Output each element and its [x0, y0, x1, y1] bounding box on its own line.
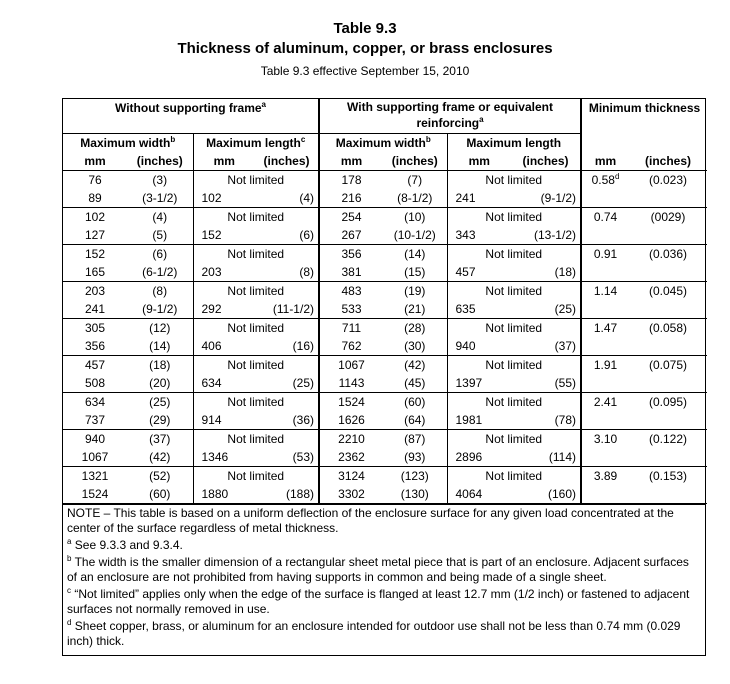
cell-length-not-limited: Not limited	[193, 282, 319, 301]
cell-length-not-limited: Not limited	[447, 282, 581, 301]
cell-width-inches: (130)	[383, 485, 447, 504]
header-max-length: Maximum length$^c$	[193, 134, 319, 153]
cell-length-not-limited: Not limited	[447, 245, 581, 264]
cell-width-mm: 2210	[319, 430, 383, 449]
cell-length-inches: (18)	[511, 263, 581, 282]
cell-length-mm: 1981	[447, 411, 511, 430]
cell-width-mm: 1524	[63, 485, 127, 504]
header-row-groups	[63, 99, 707, 134]
cell-length-not-limited: Not limited	[193, 245, 319, 264]
cell-width-mm: 254	[319, 208, 383, 227]
table-title: Thickness of aluminum, copper, or brass enclosures	[177, 40, 553, 57]
cell-length-mm: 102	[193, 189, 255, 208]
cell-width-inches: (14)	[127, 337, 193, 356]
cell-width-mm: 1321	[81, 469, 109, 483]
cell-thickness-mm: 0.74	[581, 208, 629, 245]
cell-width-mm: 356	[319, 245, 383, 264]
unit-mm: mm	[193, 152, 255, 171]
cell-length-mm: 914	[193, 411, 255, 430]
cell-width-inches: (42)	[127, 448, 193, 467]
cell-thickness-mm: 0.91	[581, 245, 629, 282]
cell-length-inches: (36)	[255, 411, 319, 430]
cell-length-mm: 457	[447, 263, 511, 282]
table-row	[63, 282, 707, 301]
cell-width-inches: (60)	[404, 395, 426, 409]
cell-thickness-mm: 3.10	[581, 430, 629, 467]
cell-length-not-limited: Not limited	[193, 208, 319, 227]
cell-width-mm: 3124	[319, 467, 383, 486]
cell-length-inches: (55)	[511, 374, 581, 393]
cell-length-not-limited: Not limited	[193, 319, 319, 338]
table-row	[63, 467, 707, 486]
cell-width-inches: (20)	[127, 374, 193, 393]
cell-thickness-inches: (0.153)	[629, 467, 707, 504]
cell-width-inches: (18)	[149, 358, 171, 372]
cell-width-mm: 76	[88, 173, 102, 187]
unit-inches: (inches)	[127, 152, 193, 171]
cell-width-mm: 533	[319, 300, 383, 319]
table-number: Table 9.3	[333, 20, 397, 37]
cell-width-mm: 1067	[63, 448, 127, 467]
cell-length-mm: 292	[193, 300, 255, 319]
cell-length-inches: (25)	[511, 300, 581, 319]
cell-length-mm: 406	[193, 337, 255, 356]
cell-width-mm: 89	[63, 189, 127, 208]
cell-width-mm: 762	[319, 337, 383, 356]
cell-width-inches: (60)	[127, 485, 193, 504]
effective-date-note: Table 9.3 effective September 15, 2010	[260, 64, 470, 78]
cell-thickness-inches: (0.095)	[629, 393, 707, 430]
footnote-a: $^a$ See 9.3.3 and 9.3.4.	[67, 537, 183, 552]
cell-width-mm: 356	[63, 337, 127, 356]
cell-length-inches: (11-1/2)	[255, 300, 319, 319]
cell-length-mm: 152	[193, 226, 255, 245]
cell-width-mm: 483	[319, 282, 383, 301]
cell-length-inches: (25)	[255, 374, 319, 393]
cell-length-not-limited: Not limited	[447, 171, 581, 190]
cell-length-inches: (37)	[511, 337, 581, 356]
cell-length-not-limited: Not limited	[447, 319, 581, 338]
cell-length-not-limited: Not limited	[193, 356, 319, 375]
cell-width-inches: (3-1/2)	[127, 189, 193, 208]
cell-width-inches: (5)	[127, 226, 193, 245]
unit-mm: mm	[63, 152, 127, 171]
cell-length-not-limited: Not limited	[193, 393, 319, 412]
cell-length-inches: (53)	[255, 448, 319, 467]
cell-length-mm: 1880	[193, 485, 255, 504]
cell-length-not-limited: Not limited	[447, 356, 581, 375]
unit-inches: (inches)	[511, 152, 581, 171]
header-without-frame: Without supporting frame$^a$	[63, 99, 319, 134]
table-row	[63, 319, 707, 338]
cell-width-mm: 634	[84, 395, 106, 409]
cell-length-not-limited: Not limited	[447, 208, 581, 227]
header-max-length-2: Maximum length	[447, 134, 581, 153]
cell-thickness-inches: (0.036)	[629, 245, 707, 282]
cell-width-mm: 102	[84, 210, 106, 224]
table-notes	[63, 504, 705, 655]
table-row	[63, 356, 707, 375]
table-row	[63, 208, 707, 227]
unit-mm: mm	[581, 152, 629, 171]
cell-thickness-inches: (0.023)	[629, 171, 707, 208]
cell-width-inches: (30)	[383, 337, 447, 356]
cell-thickness-mm: 0.58$^d$	[581, 171, 629, 208]
cell-width-inches: (8-1/2)	[383, 189, 447, 208]
cell-length-mm: 4064	[447, 485, 511, 504]
cell-width-mm: 1626	[319, 411, 383, 430]
cell-width-inches: (14)	[404, 247, 426, 261]
cell-length-inches: (9-1/2)	[511, 189, 581, 208]
cell-width-inches: (6)	[152, 247, 168, 261]
cell-width-inches: (8)	[152, 284, 168, 298]
cell-length-mm: 1397	[447, 374, 511, 393]
unit-mm: mm	[447, 152, 511, 171]
cell-width-mm: 508	[63, 374, 127, 393]
cell-width-inches: (87)	[404, 432, 426, 446]
cell-width-inches: (123)	[400, 469, 429, 483]
cell-length-mm: 1346	[193, 448, 255, 467]
cell-length-not-limited: Not limited	[447, 430, 581, 449]
cell-length-mm: 635	[447, 300, 511, 319]
cell-width-inches: (52)	[149, 469, 171, 483]
cell-length-not-limited: Not limited	[193, 430, 319, 449]
cell-width-inches: (19)	[404, 284, 426, 298]
header-row-units	[63, 152, 707, 171]
cell-width-inches: (93)	[383, 448, 447, 467]
table-body	[63, 99, 707, 504]
cell-thickness-mm: 1.47	[581, 319, 629, 356]
thickness-table	[62, 98, 706, 656]
cell-length-inches: (78)	[511, 411, 581, 430]
cell-width-mm: 127	[63, 226, 127, 245]
footnote-d: $^d$ Sheet copper, brass, or aluminum for an enclosure intended for outdoor use shall not be less than 0.74 mm (0.029 inch) thick.	[67, 618, 681, 648]
cell-width-inches: (10-1/2)	[383, 226, 447, 245]
cell-length-inches: (188)	[255, 485, 319, 504]
footnote-c: $^c$ “Not limited” applies only when the edge of the surface is flanged at least 12.7 mm (1/2 inch) or fastened to adjacent surfaces not normally removed in use.	[67, 586, 690, 616]
cell-length-inches: (8)	[255, 263, 319, 282]
header-max-width: Maximum width$^b$	[80, 135, 176, 150]
cell-width-mm: 940	[84, 432, 106, 446]
table-row	[63, 430, 707, 449]
table-row	[63, 393, 707, 412]
cell-width-mm: 305	[84, 321, 106, 335]
cell-width-mm: 1067	[319, 356, 383, 375]
cell-width-mm: 241	[63, 300, 127, 319]
cell-width-inches: (37)	[149, 432, 171, 446]
cell-thickness-inches: (0029)	[629, 208, 707, 245]
cell-width-inches: (15)	[383, 263, 447, 282]
unit-inches: (inches)	[383, 152, 447, 171]
cell-width-inches: (45)	[383, 374, 447, 393]
cell-width-inches: (3)	[152, 173, 168, 187]
cell-length-not-limited: Not limited	[447, 393, 581, 412]
cell-width-mm: 1524	[319, 393, 383, 412]
cell-length-inches: (4)	[255, 189, 319, 208]
cell-length-not-limited: Not limited	[447, 467, 581, 486]
cell-length-inches: (6)	[255, 226, 319, 245]
cell-width-inches: (29)	[127, 411, 193, 430]
cell-length-mm: 343	[447, 226, 511, 245]
unit-inches: (inches)	[629, 152, 707, 171]
cell-width-mm: 381	[319, 263, 383, 282]
cell-width-mm: 737	[63, 411, 127, 430]
cell-width-mm: 267	[319, 226, 383, 245]
data-table	[63, 99, 707, 504]
cell-width-mm: 203	[84, 284, 106, 298]
header-max-width-2: Maximum width$^b$	[319, 134, 447, 153]
footnote-b: $^b$ The width is the smaller dimension of a rectangular sheet metal piece that is part of an enclosure. Adjacent surfaces of an enclosure are not prohibited from having supports in common and being made of a single sheet.	[67, 554, 689, 584]
cell-length-mm: 940	[447, 337, 511, 356]
cell-width-inches: (21)	[383, 300, 447, 319]
cell-width-mm: 152	[84, 247, 106, 261]
cell-width-mm: 2362	[319, 448, 383, 467]
cell-thickness-inches: (0.045)	[629, 282, 707, 319]
cell-width-inches: (9-1/2)	[127, 300, 193, 319]
cell-thickness-inches: (0.122)	[629, 430, 707, 467]
cell-width-mm: 1143	[319, 374, 383, 393]
note-main: NOTE – This table is based on a uniform deflection of the enclosure surface for any given load concentrated at the center of the surface regardless of metal thickness.	[67, 506, 674, 535]
cell-width-inches: (6-1/2)	[127, 263, 193, 282]
cell-thickness-mm: 2.41	[581, 393, 629, 430]
cell-width-mm: 3302	[319, 485, 383, 504]
cell-length-mm: 241	[447, 189, 511, 208]
cell-length-mm: 2896	[447, 448, 511, 467]
cell-width-inches: (28)	[404, 321, 426, 335]
header-with-frame: With supporting frame or equivalent reinforcing$^a$	[319, 99, 581, 134]
cell-thickness-mm: 3.89	[581, 467, 629, 504]
cell-length-not-limited: Not limited	[193, 171, 319, 190]
table-row	[63, 245, 707, 264]
cell-width-mm: 216	[319, 189, 383, 208]
cell-width-inches: (64)	[383, 411, 447, 430]
cell-thickness-mm: 1.91	[581, 356, 629, 393]
unit-mm: mm	[319, 152, 383, 171]
header-minimum-thickness: Minimum thickness	[581, 99, 707, 152]
cell-length-inches: (16)	[255, 337, 319, 356]
cell-thickness-inches: (0.075)	[629, 356, 707, 393]
cell-thickness-mm: 1.14	[581, 282, 629, 319]
cell-width-mm: 178	[319, 171, 383, 190]
cell-length-mm: 634	[193, 374, 255, 393]
cell-length-inches: (160)	[511, 485, 581, 504]
cell-length-not-limited: Not limited	[193, 467, 319, 486]
cell-width-inches: (42)	[404, 358, 426, 372]
cell-width-inches: (4)	[152, 210, 168, 224]
cell-width-inches: (12)	[149, 321, 171, 335]
table-row	[63, 171, 707, 190]
cell-width-mm: 711	[319, 319, 383, 338]
cell-length-inches: (114)	[511, 448, 581, 467]
cell-width-inches: (10)	[404, 210, 426, 224]
cell-length-mm: 203	[193, 263, 255, 282]
unit-inches: (inches)	[255, 152, 319, 171]
cell-width-mm: 457	[84, 358, 106, 372]
cell-thickness-inches: (0.058)	[629, 319, 707, 356]
cell-width-inches: (25)	[149, 395, 171, 409]
cell-length-inches: (13-1/2)	[511, 226, 581, 245]
cell-width-mm: 165	[63, 263, 127, 282]
cell-width-inches: (7)	[407, 173, 423, 187]
